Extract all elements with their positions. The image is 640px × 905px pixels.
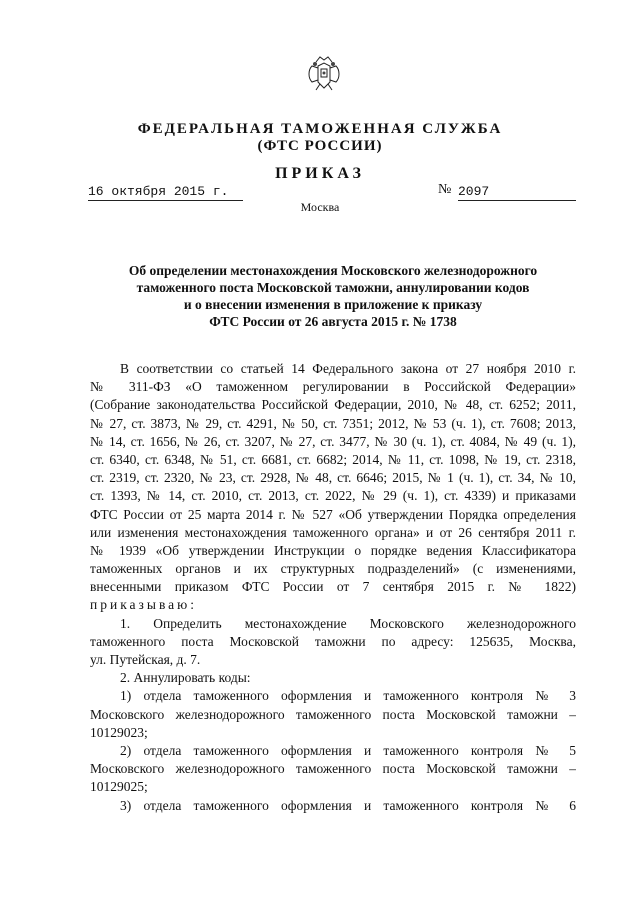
body-line: 2) отдела таможенного оформления и таможенного контроля № 5 [120, 742, 576, 758]
document-date: 16 октября 2015 г. [88, 184, 243, 201]
body-line: или изменения местонахождения таможенного органа» и от 26 сентября 2011 г. [90, 524, 576, 540]
body-line: № 311-ФЗ «О таможенном регулировании в Российской Федерации» [90, 379, 576, 395]
body-line: ФТС России от 25 марта 2014 г. № 527 «Об утверждении Порядка определения [90, 506, 576, 522]
title-line: таможенного поста Московской таможни, аннулировании кодов [136, 280, 530, 295]
body-line: 2. Аннулировать коды: [120, 670, 251, 686]
body-line: № 14, ст. 1656, № 26, ст. 3207, № 27, ст. 3477, № 30 (ч. 1), ст. 4084, № 49 (ч. 1), [90, 433, 576, 449]
order-word: приказываю: [90, 597, 197, 613]
body-line: Московского железнодорожного таможенного поста Московской таможни – [90, 761, 576, 777]
body-line: ул. Путейская, д. 7. [90, 652, 201, 667]
title-line: Об определении местонахождения Московского железнодорожного [128, 263, 538, 278]
body-line: ст. 2319, ст. 2320, № 23, ст. 2928, № 48, ст. 6646; 2015, № 1 (ч. 1), ст. 34, № 10, [90, 470, 576, 486]
body-line: 3) отдела таможенного оформления и таможенного контроля № 6 [120, 797, 576, 813]
body-line: 1. Определить местонахождение Московского железнодорожного [120, 615, 576, 631]
title-line: и о внесении изменения в приложение к приказу [183, 297, 483, 312]
body-line: (Собрание законодательства Российской Федерации, 2010, № 48, ст. 6252; 2011, [90, 397, 576, 413]
body-line: № 27, ст. 3873, № 29, ст. 4291, № 50, ст. 7351; 2012, № 53 (ч. 1), ст. 7608; 2013, [90, 415, 576, 431]
body-line: ст. 1393, № 14, ст. 2010, ст. 2013, ст. 2022, № 29 (ч. 1), ст. 4339) и приказами [90, 488, 576, 504]
document-title [88, 262, 578, 330]
document-body [90, 360, 576, 815]
title-line: ФТС России от 26 августа 2015 г. № 1738 [209, 314, 457, 329]
body-line: таможенных органов и их структурных подразделений» (с изменениями, [90, 561, 576, 577]
body-line: В соответствии со статьей 14 Федерального закона от 27 ноября 2010 г. [120, 361, 576, 376]
body-line: 10129023; [90, 724, 148, 740]
body-line: таможенного поста Московской таможни по адресу: 125635, Москва, [90, 633, 576, 649]
coat-of-arms-emblem-icon [304, 54, 344, 94]
body-line: внесенными приказом ФТС России от 7 сентября 2015 г. № 1822) [90, 579, 576, 595]
body-line: 10129025; [90, 779, 148, 795]
document-type: ПРИКАЗ [275, 165, 365, 182]
body-line: ст. 6340, ст. 6348, № 51, ст. 6681, ст. 6682; 2014, № 11, ст. 1098, № 19, ст. 2318, [90, 451, 576, 467]
body-line: 1) отдела таможенного оформления и таможенного контроля № 3 [120, 688, 576, 704]
document-city: Москва [300, 200, 340, 214]
body-line: № 1939 «Об утверждении Инструкции о порядке ведения Классификатора [90, 542, 576, 558]
number-label: № [438, 182, 452, 197]
body-line: Московского железнодорожного таможенного поста Московской таможни – [90, 706, 576, 722]
document-number: 2097 [458, 184, 576, 201]
organization-name: ФЕДЕРАЛЬНАЯ ТАМОЖЕННАЯ СЛУЖБА [137, 121, 503, 137]
organization-abbreviation: (ФТС РОССИИ) [257, 138, 383, 154]
